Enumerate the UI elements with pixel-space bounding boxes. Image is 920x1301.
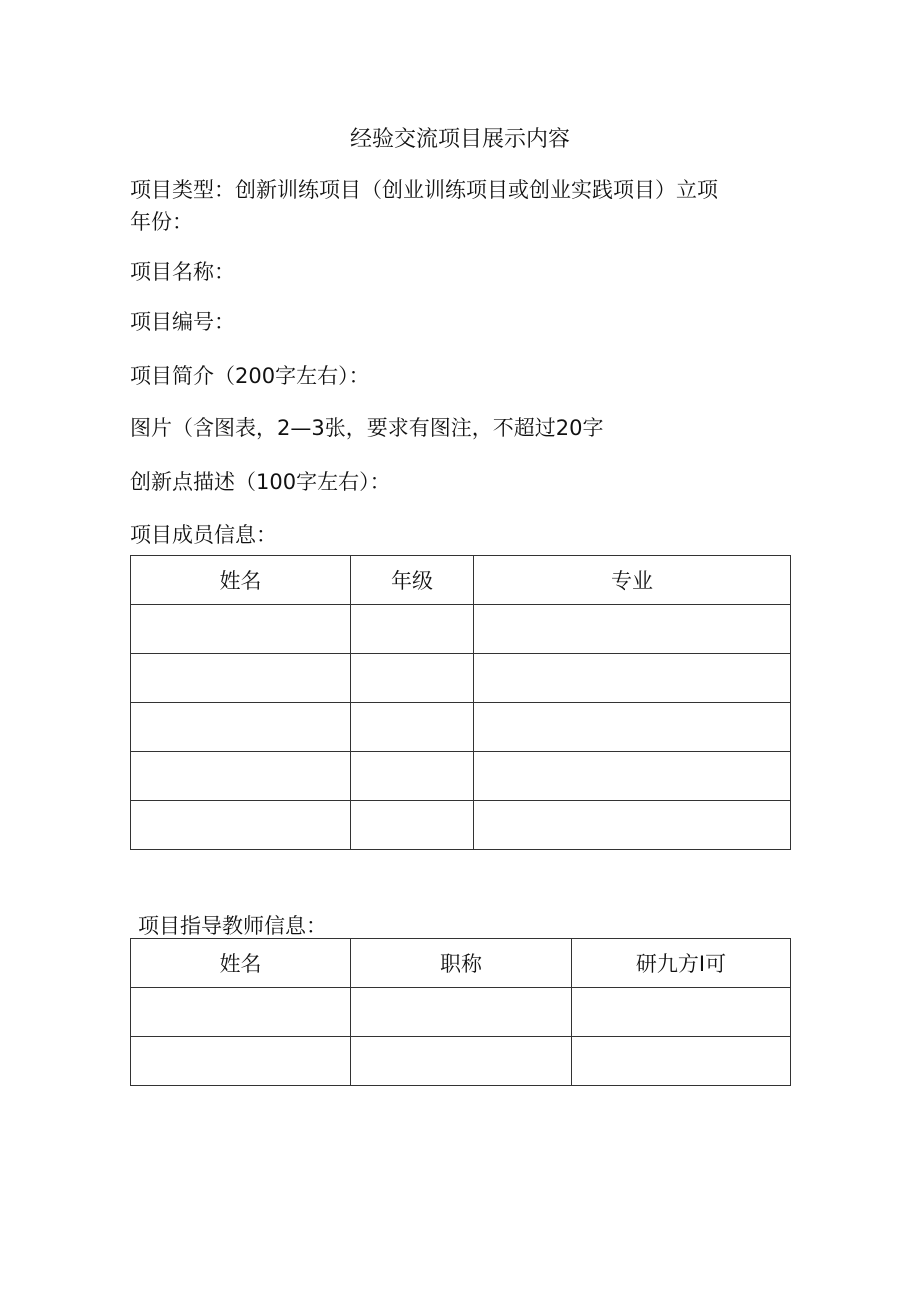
images-line: 图片（含图表，2—3张，要求有图注，不超过20字	[130, 416, 604, 440]
table-row	[131, 703, 791, 752]
table-cell[interactable]	[131, 703, 351, 752]
table-cell[interactable]	[351, 605, 474, 654]
table-cell[interactable]	[131, 988, 351, 1037]
header-grade: 年级	[351, 556, 474, 605]
members-heading: 项目成员信息：	[130, 523, 277, 547]
table-cell[interactable]	[351, 703, 474, 752]
project-type-line: 项目类型：创新训练项目（创业训练项目或创业实践项目）立项	[130, 178, 718, 202]
table-cell[interactable]	[351, 801, 474, 850]
table-cell[interactable]	[351, 1037, 572, 1086]
project-year-line: 年份：	[130, 210, 193, 234]
table-cell[interactable]	[351, 752, 474, 801]
project-intro-line: 项目简介（200字左右）：	[130, 364, 370, 388]
project-number-line: 项目编号：	[130, 310, 235, 334]
header-title: 职称	[351, 939, 572, 988]
table-row	[131, 605, 791, 654]
members-table	[130, 555, 791, 850]
table-header-row	[131, 939, 791, 988]
table-row	[131, 801, 791, 850]
advisors-table	[130, 938, 791, 1086]
header-name: 姓名	[131, 939, 351, 988]
table-row	[131, 988, 791, 1037]
table-cell[interactable]	[131, 801, 351, 850]
header-name: 姓名	[131, 556, 351, 605]
project-name-line: 项目名称：	[130, 260, 235, 284]
table-cell[interactable]	[474, 752, 791, 801]
header-major: 专业	[474, 556, 791, 605]
table-cell[interactable]	[572, 1037, 791, 1086]
innovation-line: 创新点描述（100字左右）：	[130, 470, 391, 494]
table-header-row	[131, 556, 791, 605]
table-cell[interactable]	[131, 654, 351, 703]
table-cell[interactable]	[131, 605, 351, 654]
advisors-heading: 项目指导教师信息：	[138, 914, 327, 938]
table-cell[interactable]	[572, 988, 791, 1037]
table-cell[interactable]	[474, 703, 791, 752]
table-row	[131, 1037, 791, 1086]
document-title: 经验交流项目展示内容	[349, 127, 570, 152]
table-cell[interactable]	[131, 752, 351, 801]
table-cell[interactable]	[131, 1037, 351, 1086]
table-row	[131, 752, 791, 801]
table-cell[interactable]	[474, 654, 791, 703]
table-cell[interactable]	[351, 988, 572, 1037]
table-row	[131, 654, 791, 703]
table-cell[interactable]	[474, 605, 791, 654]
table-cell[interactable]	[351, 654, 474, 703]
table-cell[interactable]	[474, 801, 791, 850]
header-research-direction: 研九方I可	[572, 939, 791, 988]
